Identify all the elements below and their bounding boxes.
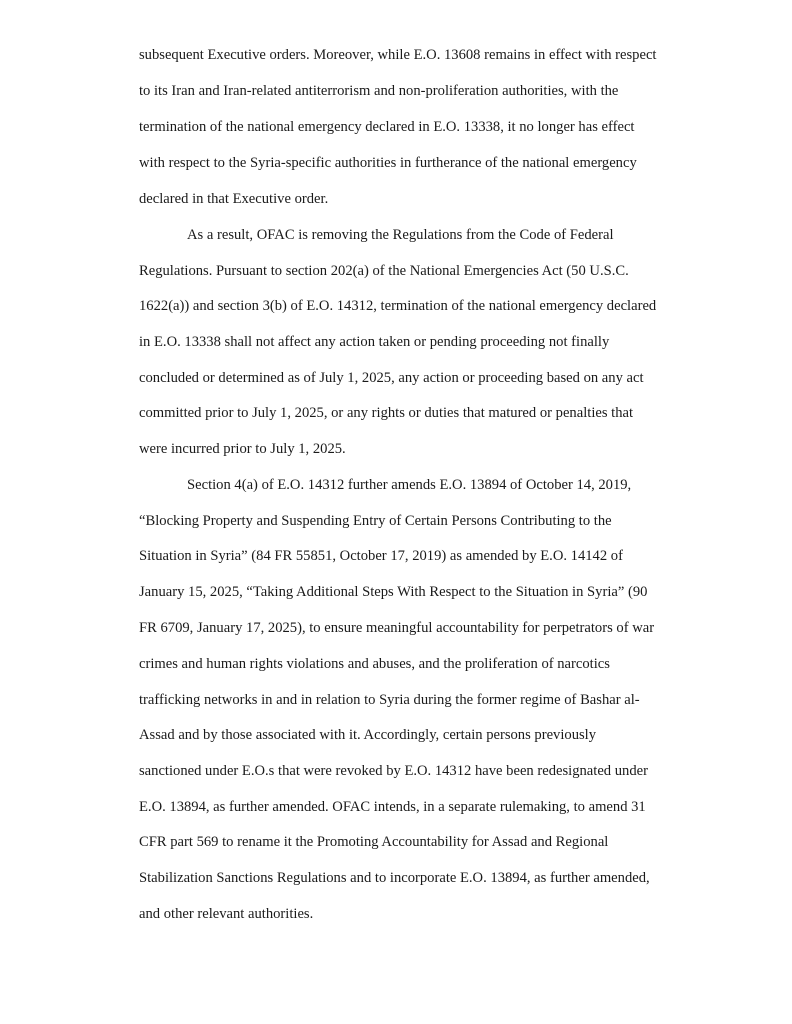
text-line: in E.O. 13338 shall not affect any action taken or pending proceeding not finally bbox=[139, 334, 610, 350]
text-line: committed prior to July 1, 2025, or any rights or duties that matured or penalties that bbox=[139, 405, 634, 421]
text-line: crimes and human rights violations and abuses, and the proliferation of narcotics bbox=[139, 656, 610, 672]
text-line: E.O. 13894, as further amended. OFAC intends, in a separate rulemaking, to amend 31 bbox=[139, 799, 646, 815]
text-line: concluded or determined as of July 1, 2025, any action or proceeding based on any act bbox=[139, 370, 644, 386]
text-line: sanctioned under E.O.s that were revoked by E.O. 14312 have been redesignated under bbox=[139, 763, 648, 779]
text-line: trafficking networks in and in relation to Syria during the former regime of Bashar al- bbox=[139, 692, 640, 708]
text-line: subsequent Executive orders. Moreover, while E.O. 13608 remains in effect with respect bbox=[139, 47, 657, 63]
text-line: CFR part 569 to rename it the Promoting Accountability for Assad and Regional bbox=[139, 834, 609, 850]
text-line: FR 6709, January 17, 2025), to ensure meaningful accountability for perpetrators of war bbox=[139, 620, 655, 636]
text-line: Regulations. Pursuant to section 202(a) of the National Emergencies Act (50 U.S.C. bbox=[139, 263, 629, 279]
text-line: Situation in Syria” (84 FR 55851, October 17, 2019) as amended by E.O. 14142 of bbox=[139, 548, 623, 564]
text-line: 1622(a)) and section 3(b) of E.O. 14312, termination of the national emergency declared bbox=[139, 298, 657, 314]
text-line: Assad and by those associated with it. Accordingly, certain persons previously bbox=[139, 727, 597, 743]
text-line: As a result, OFAC is removing the Regulations from the Code of Federal bbox=[187, 227, 614, 243]
text-line: and other relevant authorities. bbox=[139, 906, 314, 922]
text-line: termination of the national emergency declared in E.O. 13338, it no longer has effect bbox=[139, 119, 635, 135]
text-line: with respect to the Syria-specific authorities in furtherance of the national emergency bbox=[139, 155, 637, 171]
text-line: Stabilization Sanctions Regulations and to incorporate E.O. 13894, as further amended, bbox=[139, 870, 650, 886]
text-line: were incurred prior to July 1, 2025. bbox=[139, 441, 346, 457]
text-line: to its Iran and Iran-related antiterrorism and non-proliferation authorities, with the bbox=[139, 83, 619, 99]
text-line: January 15, 2025, “Taking Additional Steps With Respect to the Situation in Syria” (90 bbox=[139, 584, 648, 600]
text-line: “Blocking Property and Suspending Entry of Certain Persons Contributing to the bbox=[139, 513, 612, 529]
text-line: Section 4(a) of E.O. 14312 further amends E.O. 13894 of October 14, 2019, bbox=[187, 477, 632, 493]
text-line: declared in that Executive order. bbox=[139, 191, 329, 207]
